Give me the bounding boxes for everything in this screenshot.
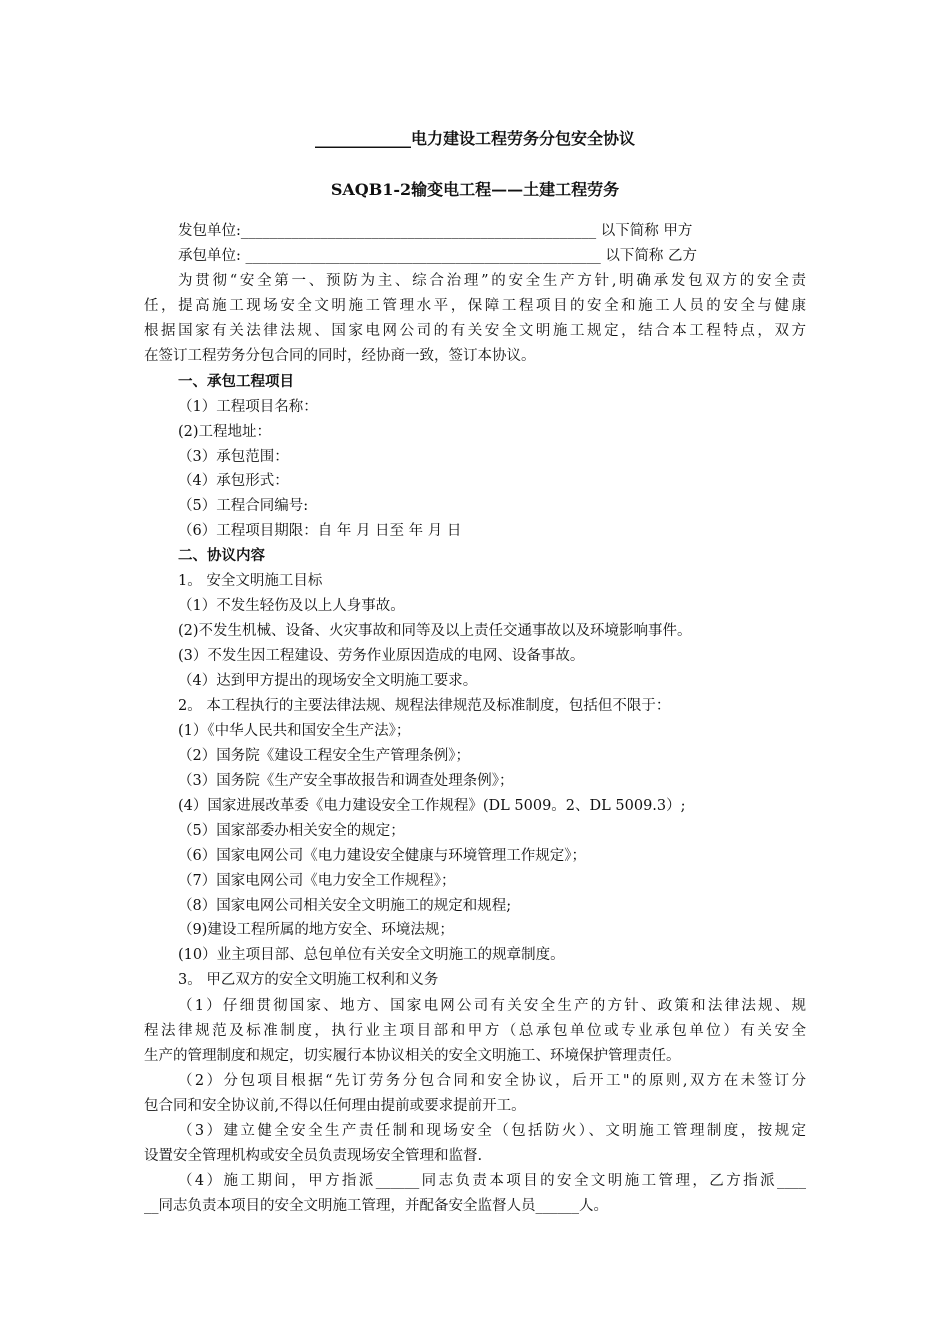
body-line: 任，提高施工现场安全文明施工管理水平，保障工程项目的安全和施工人员的安全与健康 — [144, 298, 806, 314]
body-line: （2）国务院《建设工程安全生产管理条例》； — [178, 748, 470, 764]
body-line: (1）《中华人民共和国安全生产法》； — [178, 723, 411, 739]
body-line: （1）仔细贯彻国家、地方、国家电网公司有关安全生产的方针、政策和法律法规、规 — [178, 998, 806, 1014]
body-line: (4）国家进展改革委《电力建设安全工作规程》(DL 5009。2、DL 5009.3）; — [178, 798, 686, 814]
body-line: 在签订工程劳务分包合同的同时，经协商一致，签订本协议。 — [144, 348, 536, 364]
body-line: (2)工程地址： — [178, 424, 272, 440]
body-line: （6）国家电网公司《电力建设安全健康与环境管理工作规定》； — [178, 848, 586, 864]
body-line: 设置安全管理机构或安全员负责现场安全管理和监督. — [144, 1148, 483, 1164]
body-line: （1）不发生轻伤及以上人身事故。 — [178, 598, 405, 614]
document-title: ____________电力建设工程劳务分包安全协议 — [314, 129, 635, 148]
body-line: （8）国家电网公司相关安全文明施工的规定和规程; — [178, 898, 512, 914]
body-line: （2）分包项目根据“先订劳务分包合同和安全协议，后开工"的原则,双方在未签订分 — [178, 1073, 806, 1089]
body-line: 3。 甲乙双方的安全文明施工权利和义务 — [178, 972, 439, 988]
body-line: 承包单位: _________________________________________________ 以下简称 乙方 — [178, 248, 697, 264]
body-line: 包合同和安全协议前,不得以任何理由提前或要求提前开工。 — [144, 1098, 526, 1114]
body-line: （6）工程项目期限：自 年 月 日至 年 月 日 — [178, 523, 462, 539]
body-line: （4）施工期间，甲方指派______同志负责本项目的安全文明施工管理，乙方指派____ — [178, 1173, 806, 1189]
body-line: （4）承包形式： — [178, 473, 289, 489]
body-line: 根据国家有关法律法规、国家电网公司的有关安全文明施工规定，结合本工程特点，双方 — [144, 323, 806, 339]
document-subtitle: SAQB1-2输变电工程——土建工程劳务 — [330, 180, 620, 199]
body-line: 生产的管理制度和规定，切实履行本协议相关的安全文明施工、环境保护管理责任。 — [144, 1048, 681, 1064]
body-line: （7）国家电网公司《电力安全工作规程》； — [178, 873, 456, 889]
body-line: （5）工程合同编号: — [178, 498, 309, 514]
body-line: __同志负责本项目的安全文明施工管理，并配备安全监督人员______人。 — [144, 1198, 608, 1214]
body-line: (2)不发生机械、设备、火灾事故和同等及以上责任交通事故以及环境影响事件。 — [178, 623, 692, 639]
body-line: (10）业主项目部、总包单位有关安全文明施工的规章制度。 — [178, 947, 565, 963]
body-line: （9)建设工程所属的地方安全、环境法规； — [178, 922, 454, 938]
body-line: 1。 安全文明施工目标 — [178, 573, 323, 589]
body-line: 一、承包工程项目 — [178, 373, 294, 390]
body-line: 为贯彻“安全第一、预防为主、综合治理”的安全生产方针,明确承发包双方的安全责 — [178, 273, 806, 289]
body-line: （3）建立健全安全生产责任制和现场安全（包括防火）、文明施工管理制度，按规定 — [178, 1123, 806, 1139]
body-line: 程法律规范及标准制度，执行业主项目部和甲方（总承包单位或专业承包单位）有关安全 — [144, 1023, 806, 1039]
body-line: (3）不发生因工程建设、劳务作业原因造成的电网、设备事故。 — [178, 648, 585, 664]
body-line: 二、协议内容 — [178, 547, 265, 564]
body-line: （3）承包范围： — [178, 449, 289, 465]
body-line: （1）工程项目名称： — [178, 399, 318, 415]
body-line: 发包单位:_________________________________________________ 以下简称 甲方 — [178, 223, 693, 239]
body-line: 2。 本工程执行的主要法律法规、规程法律规范及标准制度，包括但不限于： — [178, 698, 671, 714]
body-line: （3）国务院《生产安全事故报告和调查处理条例》； — [178, 773, 514, 789]
body-line: （5）国家部委办相关安全的规定； — [178, 823, 405, 839]
body-line: （4）达到甲方提出的现场安全文明施工要求。 — [178, 673, 478, 689]
